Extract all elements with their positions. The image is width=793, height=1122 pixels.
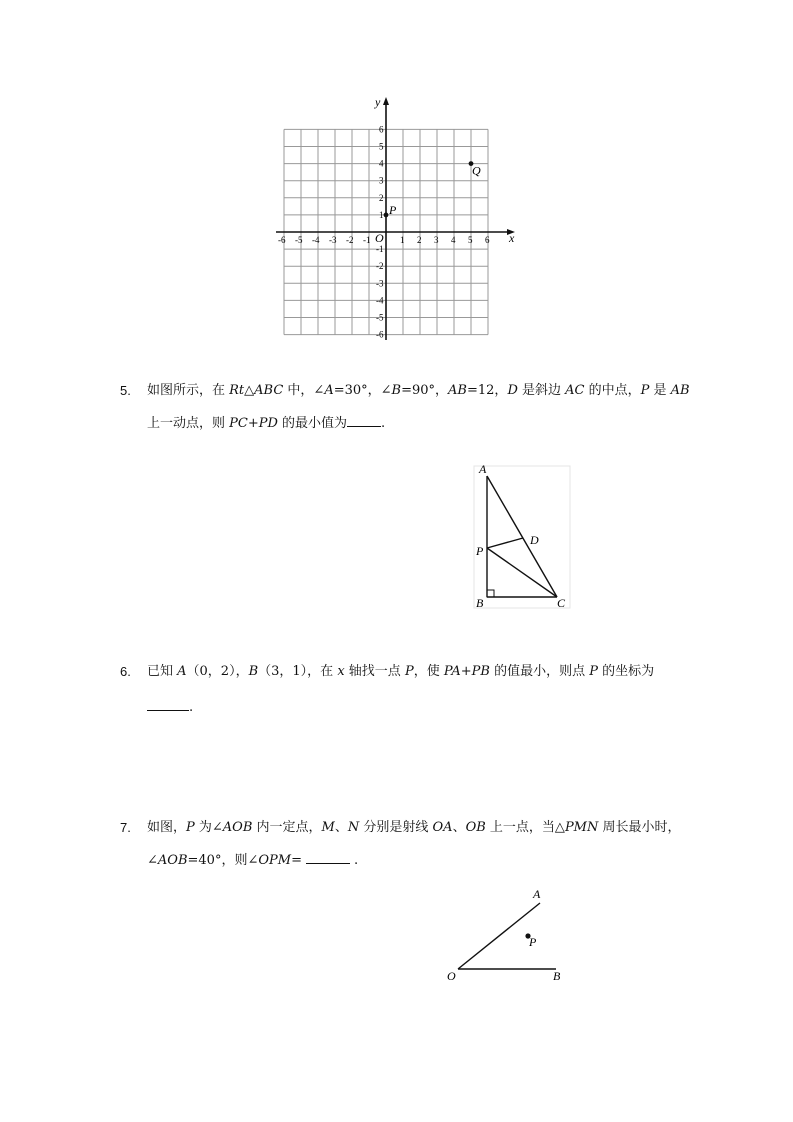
y-tick-label: -6	[376, 329, 384, 340]
x-tick-label: -6	[278, 235, 286, 245]
y-tick-label: 6	[379, 124, 384, 135]
point-p-label: P	[529, 935, 537, 949]
point-p-label: P	[389, 202, 397, 217]
point-d-label: D	[530, 533, 539, 547]
angle-figure-q7	[440, 882, 580, 982]
x-tick-label: -4	[312, 235, 320, 245]
x-tick-label: 1	[400, 235, 405, 245]
x-tick-label: -5	[295, 235, 303, 245]
triangle-figure-q5	[470, 458, 580, 618]
y-tick-label: 2	[379, 192, 384, 203]
point-p-label: P	[476, 544, 484, 558]
x-tick-label: 3	[434, 235, 439, 245]
point-b-label: B	[553, 969, 561, 982]
vertex-b-label: B	[476, 596, 484, 610]
y-axis-label: y	[375, 95, 381, 109]
vertex-a-label: A	[479, 462, 487, 476]
point-q-label: Q	[472, 163, 481, 178]
y-tick-label: 4	[379, 158, 384, 169]
answer-blank[interactable]	[306, 851, 350, 864]
question-7-text-line2: ∠AOB=40°，则∠OPM= .	[147, 853, 359, 868]
coordinate-grid-figure	[270, 92, 530, 347]
point-p	[384, 213, 389, 218]
y-tick-label: 3	[379, 175, 384, 186]
question-5-text-line1: 如图所示，在 Rt△ABC 中，∠A=30°，∠B=90°，AB=12，D 是斜边 AC 的中点，P 是 AB	[147, 383, 690, 398]
y-axis-arrow	[383, 97, 389, 105]
x-tick-label: -3	[329, 235, 337, 245]
segment-pd	[487, 538, 523, 548]
x-tick-label: 4	[451, 235, 456, 245]
vertex-c-label: C	[557, 596, 566, 610]
y-tick-label: -3	[376, 278, 384, 289]
x-tick-label: 6	[485, 235, 490, 245]
y-tick-label: -2	[376, 261, 384, 272]
y-tick-label: 5	[379, 141, 384, 152]
question-6-text-line2: .	[147, 698, 193, 717]
x-axis-label: x	[509, 231, 515, 245]
segment-ac	[487, 476, 557, 597]
x-tick-label: 2	[417, 235, 422, 245]
point-a-label: A	[533, 887, 541, 901]
x-tick-label: -1	[363, 235, 371, 245]
question-5-text-line2: 上一动点，则 PC+PD 的最小值为 .	[147, 416, 386, 431]
question-6-text-line1: 已知 A（0，2），B（3，1），在 x 轴找一点 P，使 PA+PB 的值最小，则点 P 的坐标为	[147, 664, 655, 679]
x-tick-label: -2	[346, 235, 354, 245]
segment-pc	[487, 548, 557, 597]
x-tick-label: 5	[468, 235, 473, 245]
y-tick-label: -1	[376, 244, 384, 255]
y-tick-label: -4	[376, 295, 384, 306]
question-7-number: 7.	[120, 820, 131, 835]
y-tick-label: -5	[376, 312, 384, 323]
point-o-label: O	[447, 969, 456, 982]
right-angle-mark	[487, 590, 494, 597]
answer-blank[interactable]	[347, 414, 381, 427]
origin-label: O	[375, 231, 384, 245]
question-5-number: 5.	[120, 383, 131, 398]
question-7-text-line1: 如图，P 为∠AOB 内一定点，M、N 分别是射线 OA、OB 上一点，当△PMN 周长最小时，	[147, 820, 681, 835]
question-6-number: 6.	[120, 664, 131, 679]
y-tick-label: 1	[379, 209, 384, 220]
answer-blank[interactable]	[147, 698, 189, 711]
